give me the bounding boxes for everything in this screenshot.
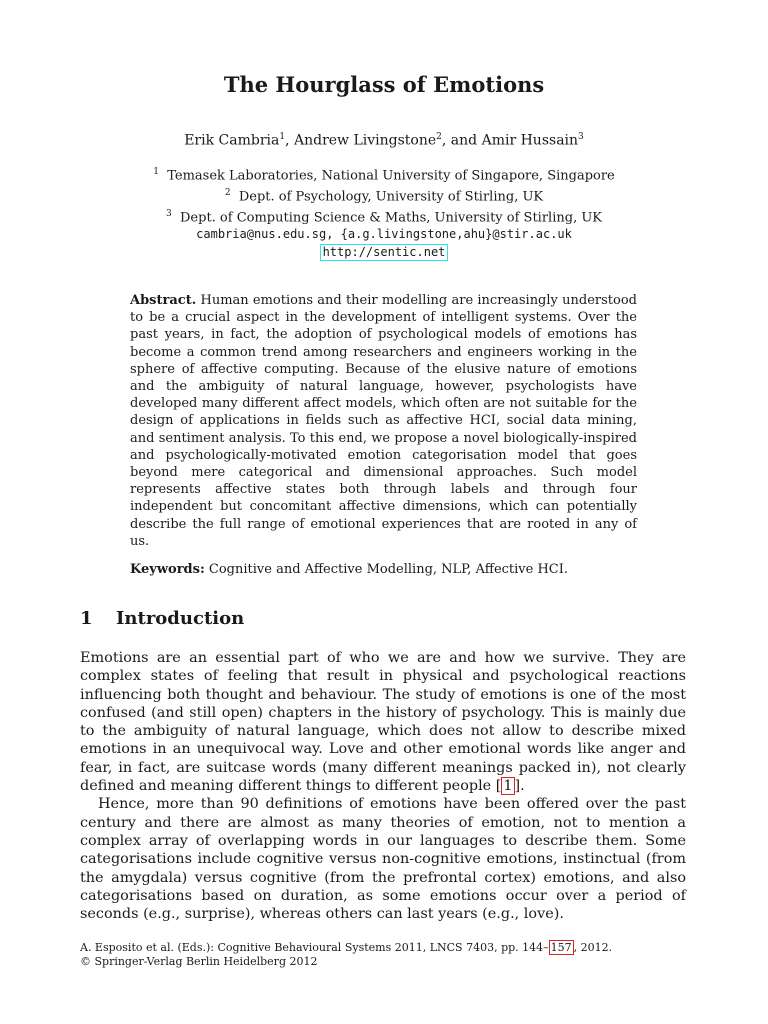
affiliation-text: Dept. of Computing Science & Maths, University of Stirling, UK [180, 209, 602, 225]
author-affil-mark: 1 [279, 132, 286, 142]
affiliation-line [0, 164, 768, 185]
affiliation-block [0, 164, 768, 261]
body-text [80, 649, 686, 923]
affiliation-mark: 3 [166, 208, 172, 219]
page-footer [80, 941, 686, 969]
author-name: Andrew Livingstone [293, 132, 437, 149]
author-name: Amir Hussain [481, 132, 579, 149]
footer-citation [80, 941, 686, 955]
footer-text: , 2012. [573, 941, 613, 954]
section-heading [80, 608, 244, 629]
footer-copyright: © Springer-Verlag Berlin Heidelberg 2012 [80, 955, 318, 968]
section-title: Introduction [116, 608, 245, 629]
abstract-label: Abstract. [130, 293, 197, 308]
author-name: Erik Cambria [184, 132, 280, 149]
paper-title: The Hourglass of Emotions [223, 72, 545, 97]
affiliation-text: Temasek Laboratories, National University of Singapore, Singapore [167, 168, 615, 184]
paragraph-text: ]. [514, 778, 525, 795]
paragraph: Hence, more than 90 definitions of emotions have been offered over the past century and there are almost as many theories of emotion, not to mention a complex array of overlapping words in our languages to describe them. Some categorisations include cognitive versus non-cognitive emotions, instinctual (from the amygdala) versus cognitive (from the prefrontal cortex) emotions, and also categorisations based on duration, as some emotions occur over a period of seconds (e.g., surprise), whereas others can last years (e.g., love). [80, 796, 686, 923]
author-affil-mark: 2 [436, 132, 442, 142]
keywords-text: Cognitive and Affective Modelling, NLP, Affective HCI. [208, 562, 569, 577]
keywords-label: Keywords: [130, 562, 205, 577]
author-emails: cambria@nus.edu.sg, {a.g.livingstone,ahu}@stir.ac.uk [196, 227, 572, 242]
affiliation-text: Dept. of Psychology, University of Stirling, UK [238, 189, 544, 205]
keywords [130, 562, 637, 577]
author-separator: , [285, 132, 294, 149]
citation-link[interactable]: 1 [503, 778, 513, 795]
footer-text: A. Esposito et al. (Eds.): Cognitive Behavioural Systems 2011, LNCS 7403, pp. 144– [80, 941, 549, 954]
affiliation-mark: 2 [224, 187, 231, 198]
author-list [0, 132, 768, 149]
url-line [0, 244, 768, 262]
affiliation-line [0, 185, 768, 206]
end-page-link[interactable]: 157 [550, 941, 572, 954]
abstract [130, 292, 637, 550]
paragraph-text: Emotions are an essential part of who we are and how we survive. They are complex states of feeling that result in physical and psychological reactions influencing both thought and behaviour. The study of emotions is one of the most confused (and still open) chapters in the history of psychology. This is mainly due to the ambiguity of natural language, which does not allow to describe mixed emotions in an unequivocal way. Love and other emotional words like anger and fear, in fact, are suitcase words (many different meanings packed in), not clearly defined and meaning different things to different people [ [80, 650, 686, 795]
affiliation-mark: 1 [153, 167, 159, 177]
section-number: 1 [80, 608, 93, 629]
abstract-text: Human emotions and their modelling are increasingly understood to be a crucial aspect in the development of intelligent systems. Over the past years, in fact, the adoption of psychological models of emotions has become a common trend among researchers and engineers working in the sphere of affective computing. Because of the elusive nature of emotions and the ambiguity of natural language, however, psychologists have developed many different affect models, which often are not suitable for the design of applications in fields such as affective HCI, social data mining, and sentiment analysis. To this end, we propose a novel biologically-inspired and psychologically-motivated emotion categorisation model that goes beyond mere categorical and dimensional approaches. Such model represents affective states both through labels and through four independent but concomitant affective dimensions, which can potentially describe the full range of emotional experiences that are rooted in any of us. [130, 293, 637, 549]
affiliation-line [0, 206, 768, 227]
paragraph [80, 649, 686, 795]
author-affil-mark: 3 [578, 132, 584, 142]
author-separator: , and [441, 132, 482, 149]
website-link[interactable]: http://sentic.net [320, 244, 449, 261]
